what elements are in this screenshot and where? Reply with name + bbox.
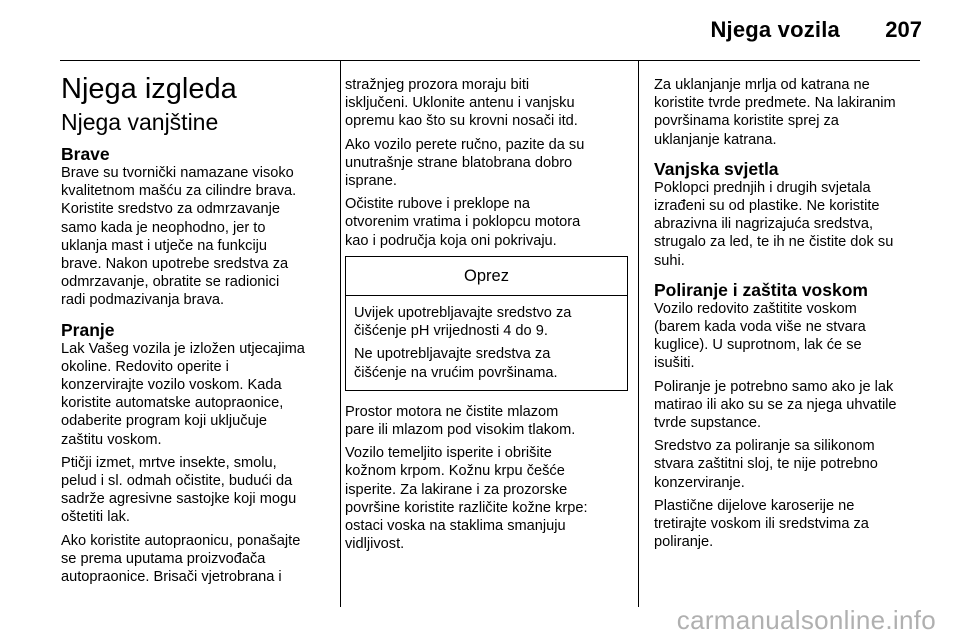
pranje-paragraph-2: Ptičji izmet, mrtve insekte, smolu, pelud i sl. odmah očistite, budući da sadrže agresivne sastojke koji mogu oštetiti lak.: [61, 454, 297, 526]
pranje-paragraph-3: Ako koristite autopraonicu, ponašajte se prema uputama proizvođača autopraonice. Brisači vjetrobrana i: [61, 532, 301, 586]
column-1: [61, 66, 331, 591]
poliranje-paragraph-2: Poliranje je potrebno samo ako je lak matirao ili ako su se za njega uhvatile tvrde supstance.: [654, 378, 897, 432]
brave-heading: Brave: [61, 144, 110, 164]
caution-title: Oprez: [346, 257, 627, 296]
caution-box: [345, 256, 628, 391]
caution-paragraph-2: Ne upotrebljavajte sredstva za čišćenje na vrućim površinama.: [354, 346, 558, 381]
page-number: 207: [885, 17, 922, 42]
poliranje-paragraph-1: Vozilo redovito zaštitite voskom (barem kada voda više ne stvara kuglice). U suprotnom, lak će se isušiti.: [654, 300, 866, 372]
column-3: [654, 76, 924, 556]
poliranje-paragraph-3: Sredstvo za poliranje sa silikonom stvara zaštitni sloj, te nije potrebno konzerviranje.: [654, 438, 878, 491]
svjetla-heading: Vanjska svjetla: [654, 158, 779, 179]
main-title: Njega izgleda: [61, 73, 237, 105]
watermark: carmanualsonline.info: [676, 605, 936, 635]
poliranje-heading: Poliranje i zaštita voskom: [654, 279, 868, 300]
pranje-heading: Pranje: [61, 319, 115, 340]
col2-paragraph-4: Prostor motora ne čistite mlazom pare ili mlazom pod visokim tlakom.: [345, 403, 576, 439]
brave-text: Brave su tvornički namazane visoko kvalitetnom mašću za cilindre brava. Koristite sredstvo za odmrzavanje samo kada je neophodno, jer to uklanja mast i utječe na funkciju brave. Nakon upotrebe sredstva za odmrzavanje, obratite se radionici radi podmazivanja brava.: [61, 165, 297, 309]
col2-paragraph-2: Ako vozilo perete ručno, pazite da su unutrašnje strane blatobrana dobro isprane.: [345, 136, 585, 190]
svjetla-text: Poklopci prednjih i drugih svjetala izrađeni su od plastike. Ne koristite abrazivna ili nagrizajuća sredstva, strugalo za led, te ih ne čistite dok su suhi.: [654, 179, 894, 269]
column-divider-1: [340, 61, 341, 607]
caution-paragraph-1: Uvijek upotrebljavajte sredstvo za čišćenje pH vrijednosti 4 do 9.: [354, 305, 572, 340]
col2-paragraph-1: stražnjeg prozora moraju biti isključeni. Uklonite antenu i vanjsku opremu kao što su krovni nosači itd.: [345, 77, 578, 130]
page-header: [0, 0, 960, 60]
col2-paragraph-5: Vozilo temeljito isperite i obrišite kožnom krpom. Kožnu krpu češće isperite. Za lakirane i za prozorske površine koristite različite kožne krpe: ostaci voska na staklima smanjuju vidljivost.: [345, 445, 588, 553]
poliranje-paragraph-4: Plastične dijelove karoserije ne tretirajte voskom ili sredstvima za poliranje.: [654, 497, 869, 551]
header-rule: [60, 60, 920, 61]
column-2: [345, 76, 628, 558]
caution-body: [346, 296, 627, 390]
col3-paragraph-1: Za uklanjanje mrlja od katrana ne koristite tvrde predmete. Na lakiranim površinama koristite sprej za uklanjanje katrana.: [654, 77, 896, 148]
section-title: Njega vanjštine: [61, 109, 219, 135]
header-title: Njega vozila: [710, 17, 840, 42]
col2-paragraph-3: Očistite rubove i preklope na otvorenim vratima i poklopcu motora kao i područja koja oni pokrivaju.: [345, 196, 581, 249]
column-divider-2: [638, 61, 639, 607]
pranje-paragraph-1: Lak Vašeg vozila je izložen utjecajima okoline. Redovito operite i konzervirajte vozilo voskom. Kada koristite automatske autopraonice, odaberite program koji uključuje zaštitu voskom.: [61, 340, 305, 448]
